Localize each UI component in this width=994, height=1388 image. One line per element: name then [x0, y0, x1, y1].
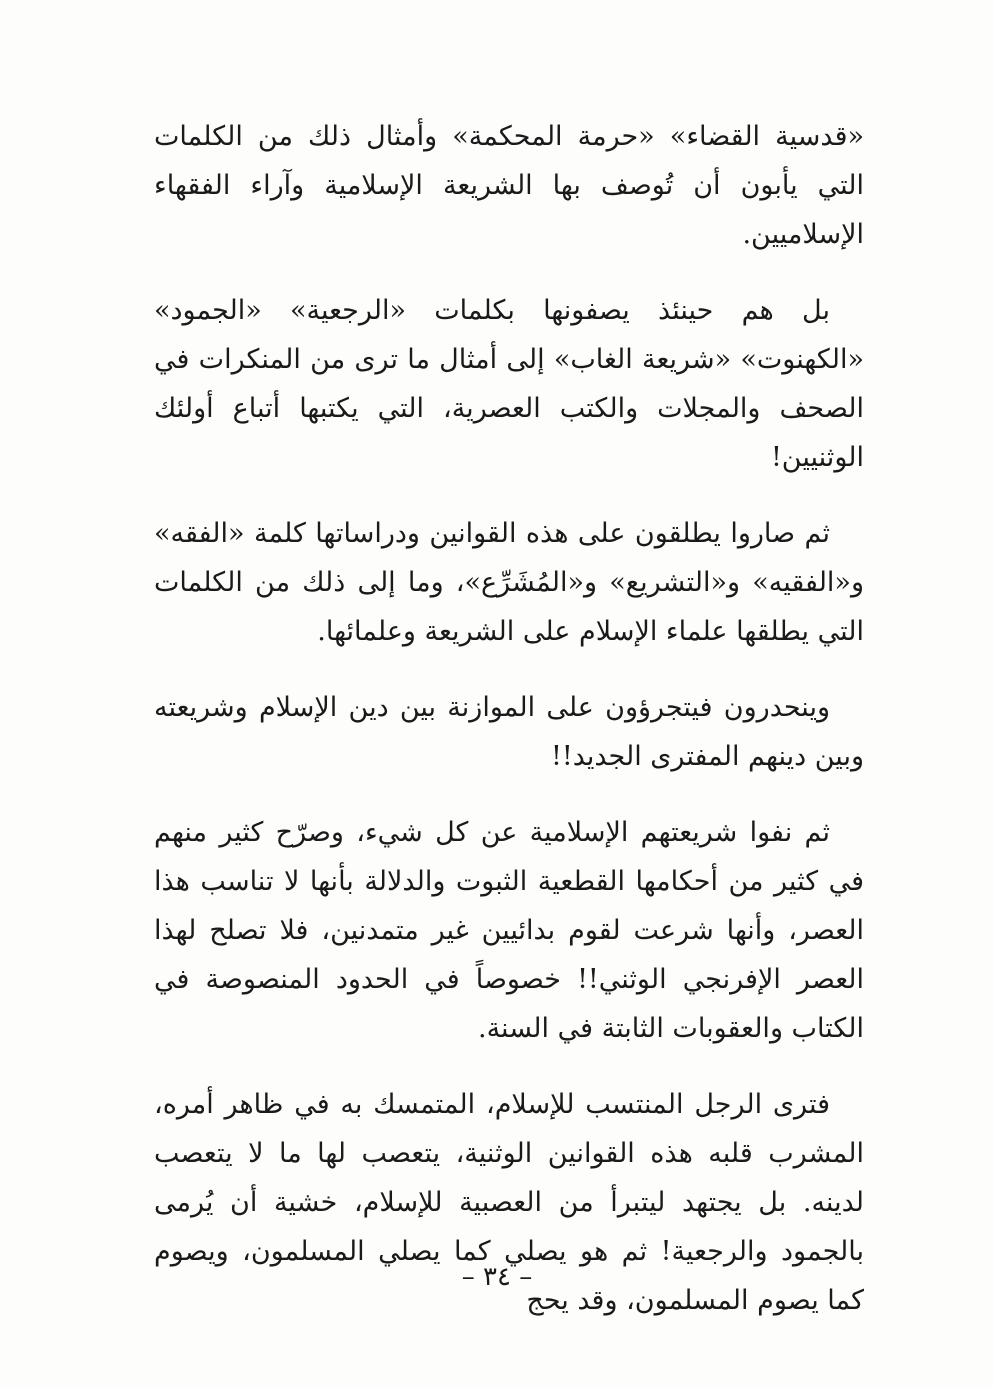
page-number: – ٣٤ – — [461, 1262, 533, 1292]
paragraph-5: ثم نفوا شريعتهم الإسلامية عن كل شيء، وصرّح كثير منهم في كثير من أحكامها القطعية الثبوت والدلالة بأنها لا تناسب هذا العصر، وأنها شرعت لقوم بدائيين غير متمدنين، فلا تصلح لهذا العصر الإفرنجي الوثني!! خصوصاً في الحدود المنصوصة في الكتاب والعقوبات الثابتة في السنة. — [154, 817, 864, 1044]
paragraph-2: بل هم حينئذ يصفونها بكلمات «الرجعية» «الجمود» «الكهنوت» «شريعة الغاب» إلى أمثال ما ترى من المنكرات في الصحف والمجلات والكتب العصرية، التي يكتبها أتباع أولئك الوثنيين! — [154, 295, 864, 473]
body-text — [154, 112, 864, 1352]
paragraph-4: وينحدرون فيتجرؤون على الموازنة بين دين الإسلام وشريعته وبين دينهم المفترى الجديد!! — [154, 692, 864, 772]
paragraph-1: «قدسية القضاء» «حرمة المحكمة» وأمثال ذلك من الكلمات التي يأبون أن تُوصف بها الشريعة الإسلامية وآراء الفقهاء الإسلاميين. — [154, 121, 864, 250]
paragraph-3: ثم صاروا يطلقون على هذه القوانين ودراساتها كلمة «الفقه» و«الفقيه» و«التشريع» و«المُشَرِّع»، وما إلى ذلك من الكلمات التي يطلقها علماء الإسلام على الشريعة وعلمائها. — [154, 518, 864, 647]
paragraph-6: فترى الرجل المنتسب للإسلام، المتمسك به في ظاهر أمره، المشرب قلبه هذه القوانين الوثنية، يتعصب لها ما لا يتعصب لدينه. بل يجتهد ليتبرأ من العصبية للإسلام، خشية أن يُرمى بالجمود والرجعية! ثم هو يصلي كما يصلي المسلمون، ويصوم كما يصوم المسلمون، وقد يحج — [154, 1089, 864, 1316]
